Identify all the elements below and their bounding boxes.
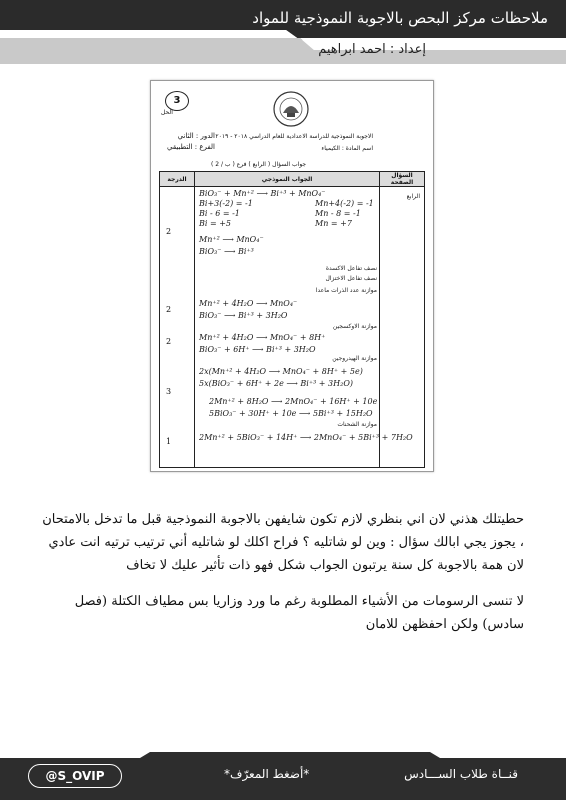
question-line: جواب السؤال ( الرابع ) فرع ( ب / 2 ) [211,161,307,168]
handwritten-line: Bi+3(-2) = -1 [199,199,253,208]
handwritten-note: موازنة الهيدروجين [332,355,377,362]
document-title: الاجوبة النموذجية للدراسة الاعدادية للعام الدراسي ٢٠١٨ - ٢٠١٩ [215,133,373,140]
handwritten-line: Mn - 8 = -1 [315,209,361,218]
col-grade: الدرجة [160,172,195,187]
round-label: الدور : الثاني [177,132,215,140]
handwritten-line: 2Mn⁺² + 5BiO₃⁻ + 14H⁺ ⟶ 2MnO₄⁻ + 5Bi⁺³ + 7H₂O [199,433,413,442]
badge-label: الحل [161,109,173,116]
subject-label: اسم المادة : الكيمياء [321,145,373,152]
handwritten-note: موازنة عدد الذرات ماعدا [315,287,377,294]
mark: 3 [166,387,172,396]
ministry-emblem-icon [269,89,313,129]
page-title: ملاحظات مركز البحص بالاجوبة النموذجية للمواد [252,9,548,27]
handwritten-line: Bi = +5 [199,219,232,228]
handwritten-line: Mn⁺² + 4H₂O ⟶ MnO₄⁻ + 8H⁺ [199,333,326,342]
handwritten-line: 5BiO₃⁻ + 30H⁺ + 10e ⟶ 5Bi⁺³ + 15H₂O [209,409,373,418]
handwritten-line: 2x(Mn⁺² + 4H₂O ⟶ MnO₄⁻ + 8H⁺ + 5e) [199,367,363,376]
branch-label: الفرع : التطبيقي [167,143,215,151]
mark: 2 [166,227,172,236]
scanned-answer-sheet [150,80,434,472]
question-cell [380,187,425,468]
col-answer: الجواب النموذجي [195,172,380,187]
handwritten-line: Mn = +7 [315,219,352,228]
mark: 2 [166,337,172,346]
question-number: الرابع [406,193,420,200]
handwritten-note: موازنة الشحنات [337,421,377,428]
handwritten-note: نصف تفاعل الاختزال [325,275,377,282]
answer-table-header [160,172,425,187]
note-paragraph-1: حطيتلك هذني لان اني بنظري لازم تكون شايفهن بالاجوبة النموذجية قبل ما تدخل بالامتحان ، يجوز يجي ابالك سؤال : وين لو شاتليه ؟ فراح اكلك لو شاتليه أني ترتيب ترتيه انت عادي لان همة بالاجوبة كل سنة يرتبون الجواب شكل فهو ذات تأثير عليك لا تخاف [42,512,524,573]
handwritten-line: Bi - 6 = -1 [199,209,240,218]
handwritten-line: 2Mn⁺² + 8H₂O ⟶ 2MnO₄⁻ + 16H⁺ + 10e [209,397,378,406]
handwritten-note: نصف تفاعل الاكسدة [325,265,377,272]
top-banner [0,0,566,40]
author-strip [0,38,566,64]
handwritten-line: BiO₃⁻ ⟶ Bi⁺³ + 3H₂O [199,311,288,320]
round-and-branch [165,131,215,153]
channel-name: قنــاة طلاب الســـادس [404,767,518,781]
footer-banner [0,752,566,800]
answer-table-body [160,187,425,468]
handwritten-note: موازنة الاوكسجين [332,323,377,330]
grade-cell [160,187,195,468]
author-name: إعداد : احمد ابراهيم [318,42,426,57]
handwritten-line: BiO₃⁻ ⟶ Bi⁺³ [199,247,254,256]
handwritten-line: Mn+4(-2) = -1 [315,199,374,208]
handwritten-line: BiO₃⁻ + 6H⁺ ⟶ Bi⁺³ + 3H₂O [199,345,316,354]
handwritten-line: Mn⁺² + 4H₂O ⟶ MnO₄⁻ [199,299,298,308]
handwritten-line: Mn⁺² ⟶ MnO₄⁻ [199,235,264,244]
channel-handle-link[interactable]: @S_OVIP [28,764,122,788]
handwritten-line: 5x(BiO₃⁻ + 6H⁺ + 2e ⟶ Bi⁺³ + 3H₂O) [199,379,354,388]
col-question: السؤال الصفحة [380,172,425,187]
page-number-badge: 3 [165,91,189,111]
answer-table [159,171,425,468]
mark: 2 [166,305,172,314]
author-strip-background [0,38,566,64]
mark: 1 [166,437,172,446]
note-paragraph-2: لا تنسى الرسومات من الأشياء المطلوبة رغم ما ورد وزاريا بس مطياف الكتلة (فصل سادس) ولكن احفظهن للامان [74,594,524,632]
press-handle-hint: *أضغط المعرّف* [224,767,310,781]
handwritten-line: BiO₃⁻ + Mn⁺² ⟶ Bi⁺³ + MnO₄⁻ [199,189,326,198]
